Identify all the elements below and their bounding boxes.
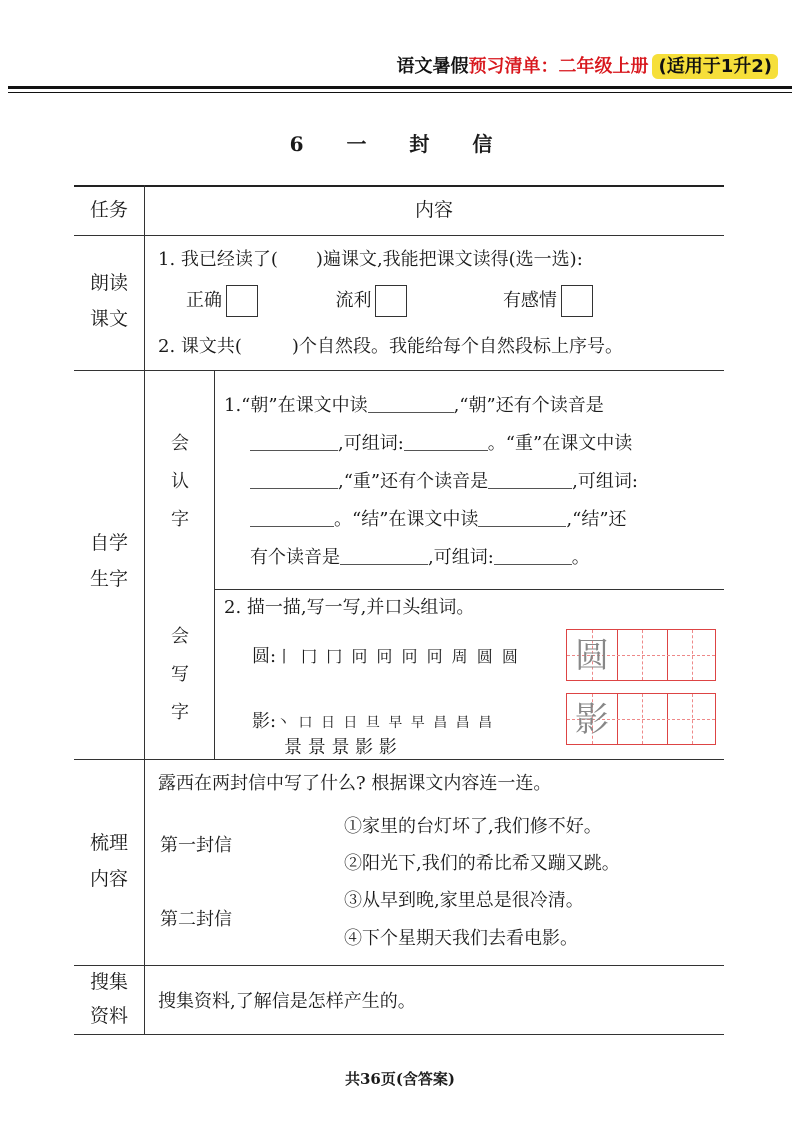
trace-char-yuan: 圆 [575,636,609,676]
blank[interactable] [250,432,338,451]
char2-strokes-2: 景 景 景 影 影 [284,737,397,758]
blank[interactable] [250,470,338,489]
recognize-line-5: 有个读音是 ,可组词: 。 [250,547,590,568]
trace-char-ying: 影 [575,700,609,740]
sort-question: 露西在两封信中写了什么? 根据课文内容连一连。 [158,773,552,794]
blank[interactable] [478,508,566,527]
checkbox-expressive[interactable] [561,285,593,317]
sublabel-recognize: 会认字 [171,433,189,530]
header-rule-thick [8,86,792,89]
page-footer: 共36页(含答案) [344,1070,456,1088]
reading-line-3: 2. 课文共( )个自然段。我能给每个自然段标上序号。 [158,336,623,357]
sublabel-write: 会写字 [171,626,189,723]
option-expressive: 有感情 [502,290,557,311]
writing-grid-ying[interactable] [566,693,716,745]
recognize-line-2: ,可组词: 。“重”在课文中读 [250,429,632,455]
blank[interactable] [488,470,572,489]
reading-options [186,285,593,317]
blank[interactable] [340,546,428,565]
option-fluent: 流利 [335,290,372,311]
lesson-title: 6 一 封 信 [289,132,511,156]
char1-strokes: 圆:丨 冂 冂 冋 冋 冋 冋 周 圆 圆 [252,646,520,667]
sort-item-4[interactable]: ④下个星期天我们去看电影。 [344,928,578,949]
col-header-content: 内容 [414,199,453,221]
header-title-black: 语文暑假 [396,56,469,77]
checkbox-fluent[interactable] [375,285,407,317]
page-header [396,52,778,78]
recognize-line-3: ,“重”还有个读音是 ,可组词: [250,467,638,493]
writing-grid-yuan[interactable] [566,629,716,681]
recognize-line-4: 。“结”在课文中读 ,“结”还 [250,505,627,531]
sort-item-1[interactable]: ①家里的台灯坏了,我们修不好。 [344,816,602,837]
checkbox-correct[interactable] [226,285,258,317]
reading-line-1: 1. 我已经读了( )遍课文,我能把课文读得(选一选): [158,249,583,270]
write-instruction: 2. 描一描,写一写,并口头组词。 [224,597,475,618]
row-label-reading: 朗读课文 [89,272,128,330]
blank[interactable] [494,546,572,565]
row-label-collect: 搜集资料 [89,971,128,1027]
sort-item-2[interactable]: ②阳光下,我们的希比希又蹦又跳。 [344,853,620,874]
col-header-task: 任务 [89,199,128,221]
letter-second[interactable]: 第二封信 [160,909,232,930]
collect-text: 搜集资料,了解信是怎样产生的。 [158,991,416,1012]
task-table [74,185,724,1035]
header-rule-thin [8,92,792,93]
header-badge: (适用于1升2) [652,54,778,79]
row-label-selfstudy: 自学生字 [89,532,128,590]
char2-strokes: 影:丶 口 日 日 旦 早 早 昌 昌 昌 [252,711,495,732]
row-label-sort: 梳理内容 [89,832,128,890]
sort-item-3[interactable]: ③从早到晚,家里总是很冷清。 [344,890,584,911]
header-title-red: 预习清单：二年级上册 [468,56,649,77]
letter-first[interactable]: 第一封信 [160,835,232,856]
recognize-line-1: 1.“朝”在课文中读 ,“朝”还有个读音是 [224,395,604,416]
option-correct: 正确 [186,290,222,311]
blank[interactable] [250,508,334,527]
blank[interactable] [368,394,454,413]
blank[interactable] [404,432,488,451]
